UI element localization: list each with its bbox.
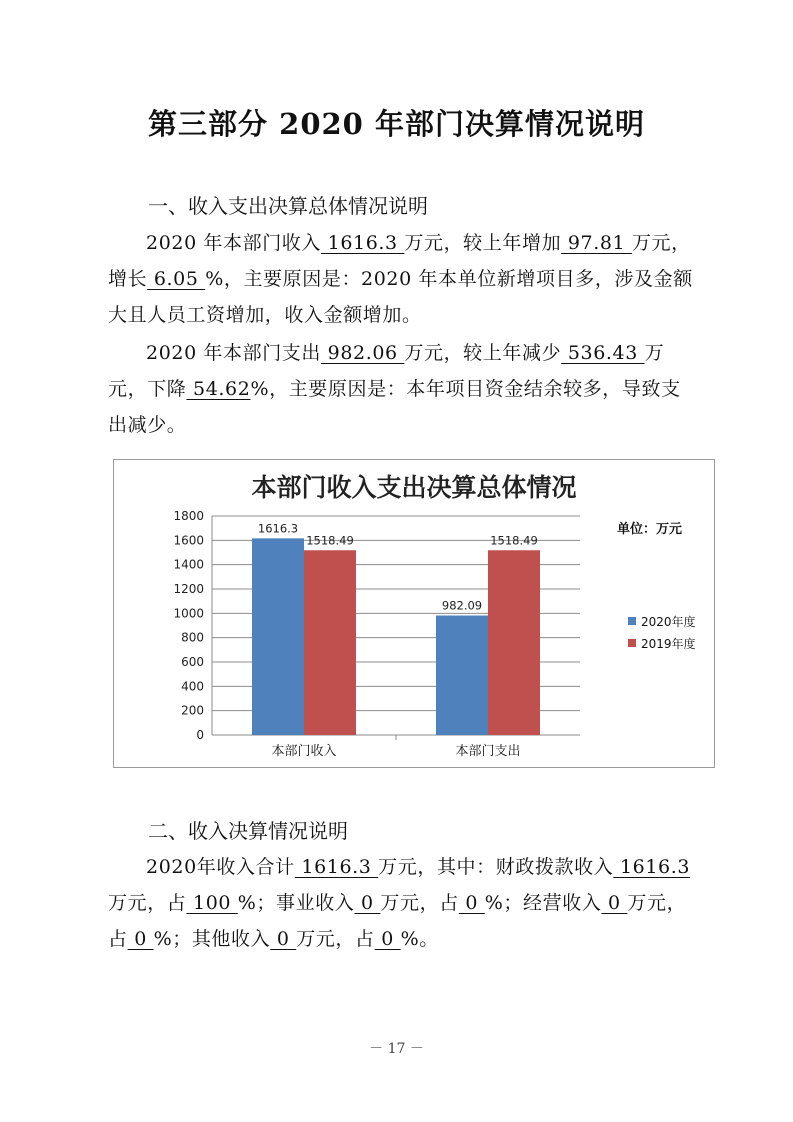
y-tick-label: 800 — [181, 630, 204, 645]
x-category-label: 本部门收入 — [271, 744, 337, 759]
y-tick-label: 1600 — [173, 533, 204, 548]
legend-item-2019: 2019年度 — [628, 632, 696, 654]
bar-data-label: 1616.3 — [257, 521, 299, 536]
expense-paragraph: 2020 年本部门支出 982.06 万元，较上年减少 536.43 万元，下降 54.62%，主要原因是：本年项目资金结余较多，导致支出减少。 — [108, 342, 681, 436]
y-tick-label: 1400 — [173, 557, 204, 572]
chart-unit-label: 单位：万元 — [617, 522, 683, 537]
income-breakdown-paragraph: 2020年收入合计 1616.3 万元，其中：财政拨款收入 1616.3 万元，占 100 %；事业收入 0 万元，占 0 %；经营收入 0 万元，占 0 %；其他收入 0 万元，占 0 %。 — [108, 856, 691, 950]
bar-data-label: 1518.49 — [490, 533, 538, 548]
bar-2020 — [436, 616, 488, 735]
y-tick-label: 600 — [181, 655, 204, 669]
section-1-heading: 一、收入支出决算总体情况说明 — [148, 194, 428, 218]
bar-2019 — [488, 550, 540, 735]
y-tick-label: 1800 — [173, 509, 204, 523]
y-tick-label: 400 — [181, 679, 204, 694]
income-paragraph: 2020 年本部门收入 1616.3 万元，较上年增加 97.81 万元，增长 6.05 %，主要原因是：2020 年本单位新增项目多，涉及金额大且人员工资增加，收入金额增加。 — [108, 232, 693, 326]
bar-data-label: 1518.49 — [306, 533, 354, 548]
page-number: － 17 － — [369, 1041, 424, 1057]
income-increase: 97.81 — [561, 232, 632, 254]
y-tick-label: 200 — [181, 703, 204, 718]
bar-2019 — [304, 550, 356, 735]
income-expense-chart — [113, 459, 715, 768]
expense-decline-rate: 54.62 — [186, 378, 251, 400]
income-growth-rate: 6.05 — [147, 268, 206, 290]
chart-plot — [114, 460, 714, 767]
y-tick-label: 1200 — [173, 582, 204, 596]
chart-title: 本部门收入支出决算总体情况 — [251, 473, 577, 502]
bar-2020 — [252, 538, 304, 735]
expense-decrease: 536.43 — [561, 342, 645, 364]
expense-amount: 982.06 — [321, 342, 405, 364]
income-amount: 1616.3 — [321, 232, 405, 254]
chart-legend — [628, 610, 696, 654]
page-title: 第三部分 2020 年部门决算情况说明 — [148, 107, 645, 141]
y-tick-label: 0 — [196, 728, 204, 742]
legend-swatch-2019 — [628, 639, 636, 647]
y-tick-label: 1000 — [173, 606, 204, 621]
x-category-label: 本部门支出 — [455, 744, 521, 759]
legend-item-2020: 2020年度 — [628, 610, 696, 632]
legend-swatch-2020 — [628, 617, 636, 625]
section-2-heading: 二、收入决算情况说明 — [148, 819, 348, 843]
bar-data-label: 982.09 — [441, 598, 483, 613]
